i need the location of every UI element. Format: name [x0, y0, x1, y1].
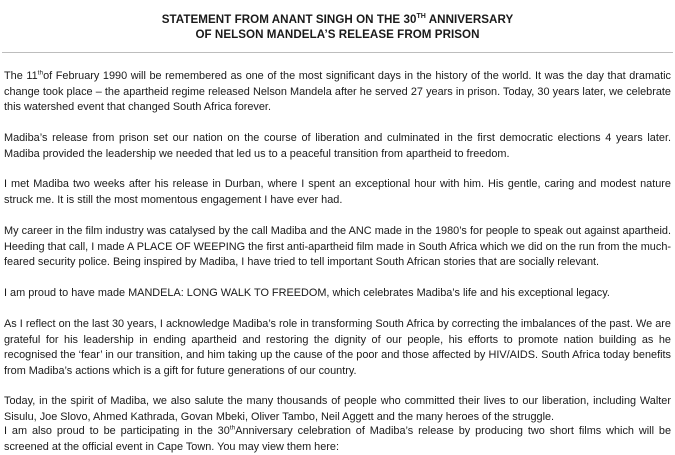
paragraph-8 [4, 424, 671, 455]
paragraph-4: My career in the film industry was catalysed by the call Madiba and the ANC made in the 1980’s for people to speak out against apartheid. Heeding that call, I made A PLACE OF WEEPING the first anti-apartheid film made in South Africa which we did on the run from the much-feared security police. Being inspired by Madiba, I have tried to tell important South African stories that are socially relevant. [4, 225, 671, 268]
paragraph-text: The 11 [4, 70, 38, 82]
paragraph-text: I am also proud to be participating in the 30 [4, 425, 230, 437]
title-text: STATEMENT FROM ANANT SINGH ON THE 30 [161, 13, 417, 26]
paragraph-7: Today, in the spirit of Madiba, we also salute the many thousands of people who committed their lives to our liberation, including Walter Sisulu, Joe Slovo, Ahmed Kathrada, Govan Mbeki, Oliver Tambo, Neil Aggett and the many heroes of the struggle. [4, 395, 671, 423]
ordinal-suffix: th [37, 69, 44, 77]
title-divider [2, 52, 673, 53]
paragraph-text: Anniversary celebration of Madiba’s release by producing two short films which will be screened at the official event in Cape Town. You may view them here: [4, 425, 672, 453]
paragraph-text: of February 1990 will be remembered as one of the most significant days in the history of the world. It was the day that dramatic change took place – the apartheid regime released Nelson Mandela after he served 27 years in prison. Today, 30 years later, we celebrate this watershed event that changed South Africa forever. [4, 70, 671, 113]
paragraph-2: Madiba’s release from prison set our nation on the course of liberation and culminated in the first democratic elections 4 years later. Madiba provided the leadership we needed that led us to a peaceful transition from apartheid to freedom. [4, 132, 671, 160]
paragraph-1 [4, 69, 671, 116]
paragraph-6: As I reflect on the last 30 years, I acknowledge Madiba’s role in transforming South Africa by correcting the imbalances of the past. We are grateful for his leadership in ending apartheid and restoring the dignity of our people, his efforts to promote nation building as he recognised the ‘fear’ in our transition, and him taking up the cause of the poor and those affected by HIV/AIDS. South Africa today benefits from Madiba’s actions which is a gift for future generations of our country. [4, 318, 671, 377]
paragraph-5: I am proud to have made MANDELA: LONG WALK TO FREEDOM, which celebrates Madiba’s life and his exceptional legacy. [4, 287, 610, 299]
title-text-end: ANNIVERSARY [425, 13, 514, 26]
document-title-line-1 [0, 13, 675, 27]
paragraph-3: I met Madiba two weeks after his release in Durban, where I spent an exceptional hour with him. His gentle, caring and modest nature struck me. It is still the most momentous engagement I have ever had. [4, 178, 671, 206]
ordinal-suffix: th [229, 424, 236, 432]
document-title-line-2: OF NELSON MANDELA’S RELEASE FROM PRISON [195, 28, 480, 41]
title-ordinal-suffix: TH [416, 13, 426, 21]
